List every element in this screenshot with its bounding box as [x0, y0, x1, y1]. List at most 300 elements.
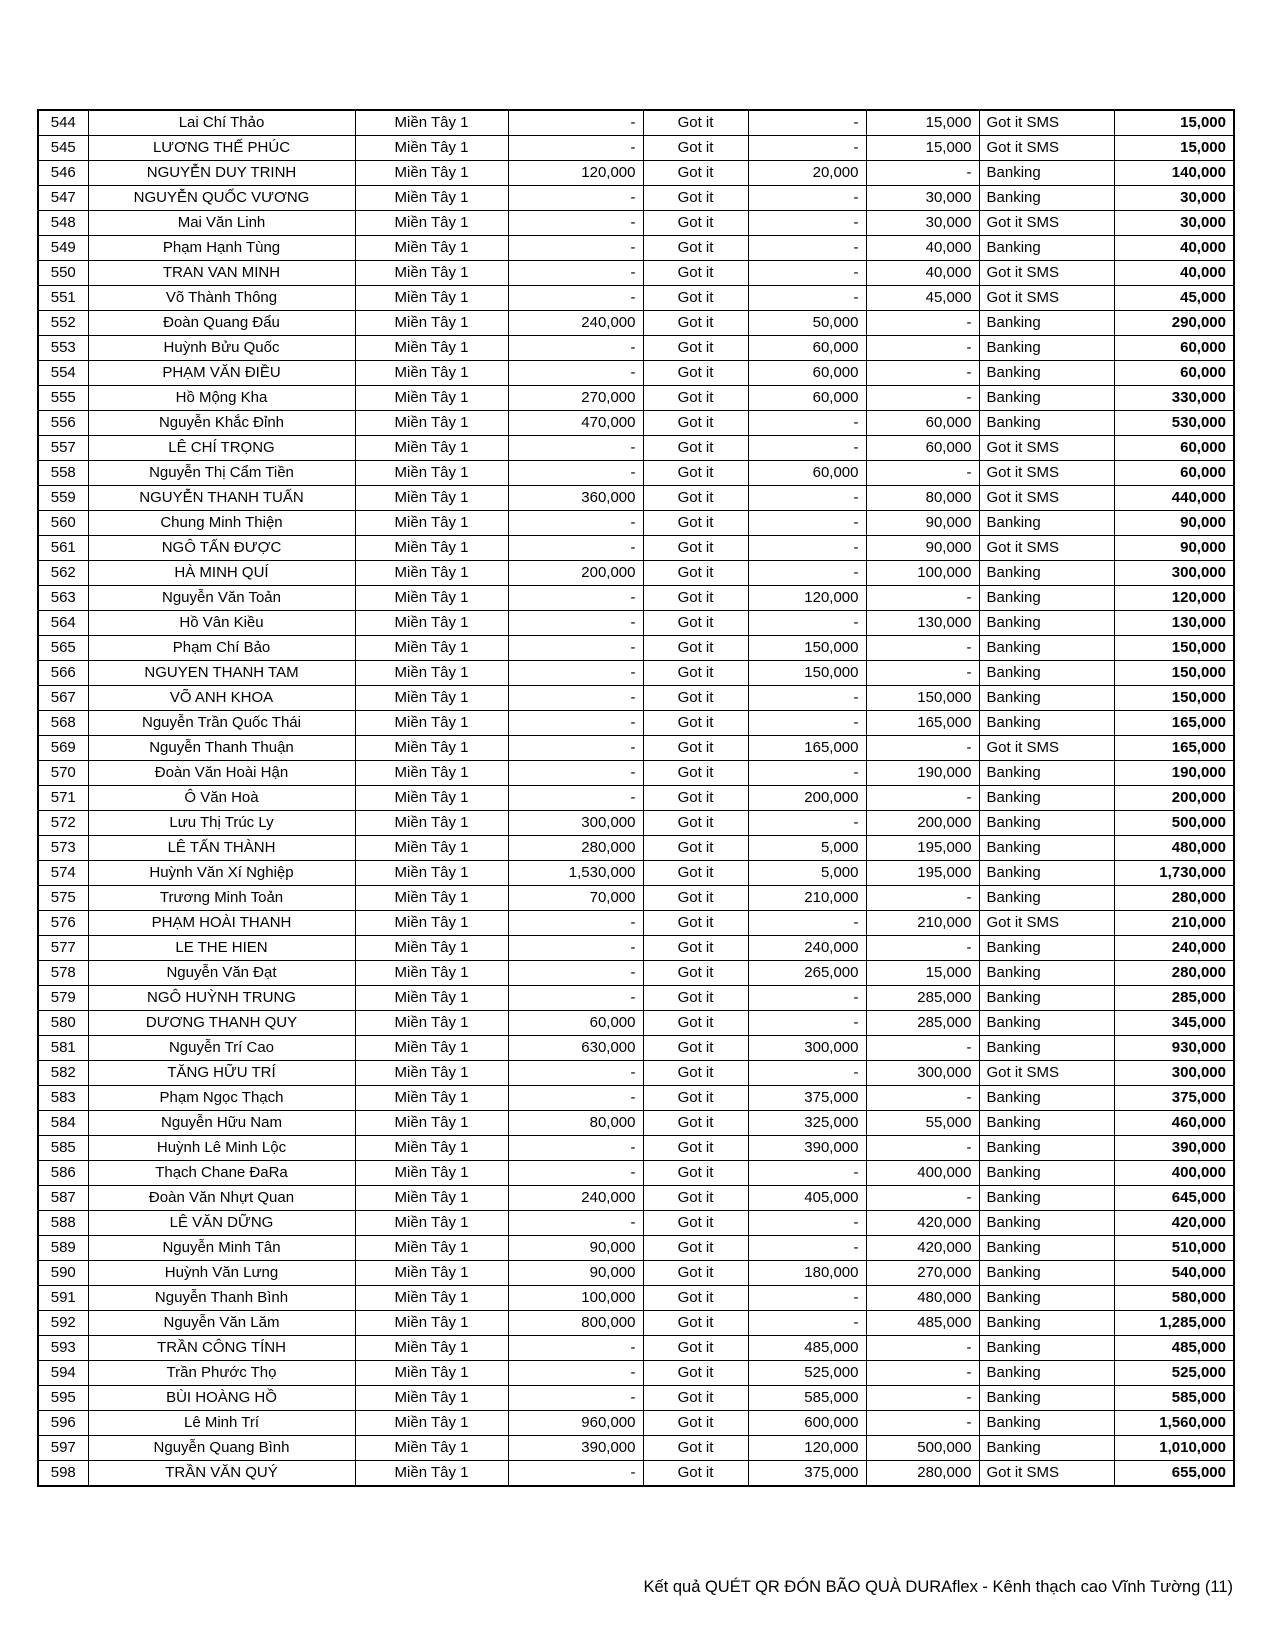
qr-amount-cell: -: [508, 186, 643, 211]
total-amount-cell: 530,000: [1114, 411, 1234, 436]
qr-amount-cell: 70,000: [508, 886, 643, 911]
qr-amount-cell: -: [508, 586, 643, 611]
bonus-amount-cell: -: [748, 286, 866, 311]
qr-amount-cell: 90,000: [508, 1261, 643, 1286]
reward-channel-cell: Banking: [979, 861, 1114, 886]
region-cell: Miền Tây 1: [355, 486, 508, 511]
total-amount-cell: 45,000: [1114, 286, 1234, 311]
table-row: [38, 786, 1234, 811]
bonus-amount-cell: -: [748, 486, 866, 511]
reward-channel-cell: Banking: [979, 1186, 1114, 1211]
reward-channel-cell: Banking: [979, 1311, 1114, 1336]
total-amount-cell: 580,000: [1114, 1286, 1234, 1311]
table-row: [38, 211, 1234, 236]
reward-channel-cell: Banking: [979, 186, 1114, 211]
region-cell: Miền Tây 1: [355, 536, 508, 561]
participant-name-cell: Huỳnh Văn Xí Nghiệp: [88, 861, 355, 886]
row-number-cell: 553: [38, 336, 88, 361]
table-row: [38, 261, 1234, 286]
reward-channel-cell: Got it SMS: [979, 286, 1114, 311]
qr-amount-cell: -: [508, 336, 643, 361]
qr-amount-cell: -: [508, 1386, 643, 1411]
row-number-cell: 552: [38, 311, 88, 336]
reward-channel-cell: Banking: [979, 686, 1114, 711]
region-cell: Miền Tây 1: [355, 1286, 508, 1311]
extra-amount-cell: 195,000: [866, 836, 979, 861]
qr-amount-cell: 390,000: [508, 1436, 643, 1461]
region-cell: Miền Tây 1: [355, 1011, 508, 1036]
extra-amount-cell: -: [866, 1086, 979, 1111]
extra-amount-cell: 195,000: [866, 861, 979, 886]
total-amount-cell: 280,000: [1114, 886, 1234, 911]
bonus-amount-cell: 240,000: [748, 936, 866, 961]
row-number-cell: 584: [38, 1111, 88, 1136]
region-cell: Miền Tây 1: [355, 436, 508, 461]
table-row: [38, 511, 1234, 536]
region-cell: Miền Tây 1: [355, 861, 508, 886]
bonus-amount-cell: -: [748, 611, 866, 636]
reward-channel-cell: Banking: [979, 961, 1114, 986]
total-amount-cell: 60,000: [1114, 336, 1234, 361]
extra-amount-cell: 60,000: [866, 436, 979, 461]
reward-channel-cell: Banking: [979, 711, 1114, 736]
region-cell: Miền Tây 1: [355, 1061, 508, 1086]
total-amount-cell: 400,000: [1114, 1161, 1234, 1186]
participant-name-cell: LÊ CHÍ TRỌNG: [88, 436, 355, 461]
status-cell: Got it: [643, 536, 748, 561]
status-cell: Got it: [643, 961, 748, 986]
row-number-cell: 560: [38, 511, 88, 536]
status-cell: Got it: [643, 211, 748, 236]
reward-channel-cell: Banking: [979, 236, 1114, 261]
reward-channel-cell: Banking: [979, 336, 1114, 361]
extra-amount-cell: -: [866, 1136, 979, 1161]
bonus-amount-cell: -: [748, 911, 866, 936]
region-cell: Miền Tây 1: [355, 361, 508, 386]
reward-channel-cell: Banking: [979, 1286, 1114, 1311]
participant-name-cell: Võ Thành Thông: [88, 286, 355, 311]
total-amount-cell: 285,000: [1114, 986, 1234, 1011]
total-amount-cell: 1,010,000: [1114, 1436, 1234, 1461]
status-cell: Got it: [643, 1111, 748, 1136]
participant-name-cell: Huỳnh Lê Minh Lộc: [88, 1136, 355, 1161]
total-amount-cell: 1,285,000: [1114, 1311, 1234, 1336]
qr-amount-cell: 240,000: [508, 1186, 643, 1211]
participant-name-cell: DƯƠNG THANH QUY: [88, 1011, 355, 1036]
table-row: [38, 486, 1234, 511]
table-row: [38, 1461, 1234, 1487]
status-cell: Got it: [643, 186, 748, 211]
total-amount-cell: 510,000: [1114, 1236, 1234, 1261]
extra-amount-cell: 150,000: [866, 686, 979, 711]
table-row: [38, 1111, 1234, 1136]
reward-channel-cell: Banking: [979, 786, 1114, 811]
total-amount-cell: 60,000: [1114, 361, 1234, 386]
region-cell: Miền Tây 1: [355, 561, 508, 586]
bonus-amount-cell: -: [748, 986, 866, 1011]
table-row: [38, 1336, 1234, 1361]
reward-channel-cell: Got it SMS: [979, 110, 1114, 136]
total-amount-cell: 190,000: [1114, 761, 1234, 786]
row-number-cell: 559: [38, 486, 88, 511]
region-cell: Miền Tây 1: [355, 1161, 508, 1186]
qr-amount-cell: 360,000: [508, 486, 643, 511]
status-cell: Got it: [643, 511, 748, 536]
total-amount-cell: 485,000: [1114, 1336, 1234, 1361]
region-cell: Miền Tây 1: [355, 1436, 508, 1461]
extra-amount-cell: 480,000: [866, 1286, 979, 1311]
row-number-cell: 572: [38, 811, 88, 836]
participant-name-cell: Huỳnh Văn Lưng: [88, 1261, 355, 1286]
qr-amount-cell: 280,000: [508, 836, 643, 861]
participant-name-cell: VÕ ANH KHOA: [88, 686, 355, 711]
bonus-amount-cell: 600,000: [748, 1411, 866, 1436]
bonus-amount-cell: -: [748, 261, 866, 286]
total-amount-cell: 165,000: [1114, 711, 1234, 736]
reward-channel-cell: Banking: [979, 361, 1114, 386]
reward-channel-cell: Banking: [979, 311, 1114, 336]
qr-amount-cell: -: [508, 1086, 643, 1111]
table-row: [38, 336, 1234, 361]
participant-name-cell: TRẦN VĂN QUÝ: [88, 1461, 355, 1487]
table-row: [38, 736, 1234, 761]
status-cell: Got it: [643, 736, 748, 761]
reward-channel-cell: Banking: [979, 1336, 1114, 1361]
status-cell: Got it: [643, 161, 748, 186]
table-row: [38, 1011, 1234, 1036]
participant-name-cell: Trương Minh Toản: [88, 886, 355, 911]
qr-amount-cell: 200,000: [508, 561, 643, 586]
status-cell: Got it: [643, 1211, 748, 1236]
bonus-amount-cell: -: [748, 561, 866, 586]
status-cell: Got it: [643, 1411, 748, 1436]
row-number-cell: 571: [38, 786, 88, 811]
table-row: [38, 586, 1234, 611]
participant-name-cell: HÀ MINH QUÍ: [88, 561, 355, 586]
total-amount-cell: 540,000: [1114, 1261, 1234, 1286]
qr-amount-cell: -: [508, 1461, 643, 1487]
qr-amount-cell: -: [508, 110, 643, 136]
bonus-amount-cell: 405,000: [748, 1186, 866, 1211]
bonus-amount-cell: -: [748, 761, 866, 786]
table-row: [38, 1236, 1234, 1261]
qr-amount-cell: 240,000: [508, 311, 643, 336]
total-amount-cell: 280,000: [1114, 961, 1234, 986]
total-amount-cell: 150,000: [1114, 636, 1234, 661]
region-cell: Miền Tây 1: [355, 1336, 508, 1361]
reward-channel-cell: Got it SMS: [979, 536, 1114, 561]
table-row: [38, 236, 1234, 261]
status-cell: Got it: [643, 786, 748, 811]
reward-channel-cell: Got it SMS: [979, 1461, 1114, 1487]
region-cell: Miền Tây 1: [355, 1186, 508, 1211]
status-cell: Got it: [643, 1386, 748, 1411]
bonus-amount-cell: 150,000: [748, 636, 866, 661]
total-amount-cell: 90,000: [1114, 536, 1234, 561]
bonus-amount-cell: 200,000: [748, 786, 866, 811]
region-cell: Miền Tây 1: [355, 1211, 508, 1236]
region-cell: Miền Tây 1: [355, 686, 508, 711]
bonus-amount-cell: -: [748, 1236, 866, 1261]
bonus-amount-cell: -: [748, 436, 866, 461]
extra-amount-cell: -: [866, 1386, 979, 1411]
participant-name-cell: Đoàn Quang Đẩu: [88, 311, 355, 336]
participant-name-cell: Lưu Thị Trúc Ly: [88, 811, 355, 836]
status-cell: Got it: [643, 311, 748, 336]
extra-amount-cell: -: [866, 1361, 979, 1386]
participant-name-cell: Trần Phước Thọ: [88, 1361, 355, 1386]
region-cell: Miền Tây 1: [355, 1261, 508, 1286]
qr-amount-cell: -: [508, 636, 643, 661]
reward-channel-cell: Got it SMS: [979, 1061, 1114, 1086]
status-cell: Got it: [643, 461, 748, 486]
row-number-cell: 549: [38, 236, 88, 261]
participant-name-cell: NGUYỄN THANH TUẤN: [88, 486, 355, 511]
qr-amount-cell: -: [508, 236, 643, 261]
region-cell: Miền Tây 1: [355, 961, 508, 986]
reward-channel-cell: Banking: [979, 511, 1114, 536]
row-number-cell: 579: [38, 986, 88, 1011]
status-cell: Got it: [643, 986, 748, 1011]
region-cell: Miền Tây 1: [355, 911, 508, 936]
participant-name-cell: NGÔ HUỲNH TRUNG: [88, 986, 355, 1011]
extra-amount-cell: 165,000: [866, 711, 979, 736]
total-amount-cell: 60,000: [1114, 436, 1234, 461]
qr-amount-cell: -: [508, 661, 643, 686]
reward-channel-cell: Banking: [979, 1136, 1114, 1161]
status-cell: Got it: [643, 1011, 748, 1036]
extra-amount-cell: 15,000: [866, 961, 979, 986]
table-row: [38, 1361, 1234, 1386]
table-row: [38, 436, 1234, 461]
status-cell: Got it: [643, 611, 748, 636]
region-cell: Miền Tây 1: [355, 286, 508, 311]
reward-channel-cell: Banking: [979, 1036, 1114, 1061]
bonus-amount-cell: -: [748, 1311, 866, 1336]
status-cell: Got it: [643, 1061, 748, 1086]
status-cell: Got it: [643, 386, 748, 411]
total-amount-cell: 130,000: [1114, 611, 1234, 636]
table-row: [38, 536, 1234, 561]
status-cell: Got it: [643, 1261, 748, 1286]
region-cell: Miền Tây 1: [355, 1461, 508, 1487]
qr-amount-cell: 1,530,000: [508, 861, 643, 886]
table-row: [38, 1186, 1234, 1211]
bonus-amount-cell: 210,000: [748, 886, 866, 911]
reward-channel-cell: Banking: [979, 1386, 1114, 1411]
status-cell: Got it: [643, 136, 748, 161]
qr-amount-cell: -: [508, 1161, 643, 1186]
qr-amount-cell: -: [508, 961, 643, 986]
reward-channel-cell: Banking: [979, 761, 1114, 786]
reward-channel-cell: Banking: [979, 811, 1114, 836]
participant-name-cell: TRẦN CÔNG TÍNH: [88, 1336, 355, 1361]
table-row: [38, 911, 1234, 936]
status-cell: Got it: [643, 486, 748, 511]
total-amount-cell: 30,000: [1114, 186, 1234, 211]
table-row: [38, 1136, 1234, 1161]
extra-amount-cell: -: [866, 311, 979, 336]
row-number-cell: 582: [38, 1061, 88, 1086]
row-number-cell: 565: [38, 636, 88, 661]
status-cell: Got it: [643, 936, 748, 961]
bonus-amount-cell: 325,000: [748, 1111, 866, 1136]
qr-amount-cell: 800,000: [508, 1311, 643, 1336]
participant-name-cell: Nguyễn Thị Cẩm Tiền: [88, 461, 355, 486]
table-row: [38, 1161, 1234, 1186]
participant-name-cell: Lai Chí Thảo: [88, 110, 355, 136]
region-cell: Miền Tây 1: [355, 661, 508, 686]
table-row: [38, 1311, 1234, 1336]
extra-amount-cell: -: [866, 586, 979, 611]
extra-amount-cell: 200,000: [866, 811, 979, 836]
participant-name-cell: Nguyễn Trần Quốc Thái: [88, 711, 355, 736]
extra-amount-cell: 285,000: [866, 1011, 979, 1036]
table-row: [38, 611, 1234, 636]
table-row: [38, 886, 1234, 911]
total-amount-cell: 60,000: [1114, 461, 1234, 486]
table-row: [38, 1386, 1234, 1411]
reward-channel-cell: Banking: [979, 1236, 1114, 1261]
participant-name-cell: Nguyễn Văn Toản: [88, 586, 355, 611]
participant-name-cell: Nguyễn Văn Lăm: [88, 1311, 355, 1336]
bonus-amount-cell: 150,000: [748, 661, 866, 686]
participant-name-cell: Nguyễn Minh Tân: [88, 1236, 355, 1261]
extra-amount-cell: -: [866, 736, 979, 761]
qr-amount-cell: 120,000: [508, 161, 643, 186]
qr-amount-cell: 80,000: [508, 1111, 643, 1136]
region-cell: Miền Tây 1: [355, 936, 508, 961]
reward-channel-cell: Got it SMS: [979, 486, 1114, 511]
participant-name-cell: NGUYEN THANH TAM: [88, 661, 355, 686]
region-cell: Miền Tây 1: [355, 1411, 508, 1436]
reward-channel-cell: Got it SMS: [979, 136, 1114, 161]
total-amount-cell: 290,000: [1114, 311, 1234, 336]
bonus-amount-cell: -: [748, 686, 866, 711]
bonus-amount-cell: -: [748, 711, 866, 736]
reward-channel-cell: Banking: [979, 1111, 1114, 1136]
region-cell: Miền Tây 1: [355, 1136, 508, 1161]
page-footer-caption: Kết quả QUÉT QR ĐÓN BÃO QUÀ DURAflex - Kênh thạch cao Vĩnh Tường (11): [643, 1578, 1233, 1596]
total-amount-cell: 15,000: [1114, 110, 1234, 136]
status-cell: Got it: [643, 1436, 748, 1461]
participant-name-cell: Huỳnh Bửu Quốc: [88, 336, 355, 361]
row-number-cell: 556: [38, 411, 88, 436]
status-cell: Got it: [643, 1161, 748, 1186]
region-cell: Miền Tây 1: [355, 311, 508, 336]
extra-amount-cell: -: [866, 936, 979, 961]
region-cell: Miền Tây 1: [355, 1036, 508, 1061]
table-row: [38, 361, 1234, 386]
reward-channel-cell: Banking: [979, 1261, 1114, 1286]
extra-amount-cell: 40,000: [866, 236, 979, 261]
participant-name-cell: Nguyễn Khắc Đỉnh: [88, 411, 355, 436]
total-amount-cell: 300,000: [1114, 561, 1234, 586]
extra-amount-cell: 280,000: [866, 1461, 979, 1487]
extra-amount-cell: -: [866, 1336, 979, 1361]
table-row: [38, 1261, 1234, 1286]
qr-amount-cell: 470,000: [508, 411, 643, 436]
total-amount-cell: 585,000: [1114, 1386, 1234, 1411]
participant-name-cell: NGUYỄN DUY TRINH: [88, 161, 355, 186]
extra-amount-cell: 15,000: [866, 110, 979, 136]
participant-name-cell: TĂNG HỮU TRÍ: [88, 1061, 355, 1086]
qr-amount-cell: -: [508, 736, 643, 761]
participant-name-cell: LE THE HIEN: [88, 936, 355, 961]
extra-amount-cell: 420,000: [866, 1236, 979, 1261]
total-amount-cell: 420,000: [1114, 1211, 1234, 1236]
reward-channel-cell: Got it SMS: [979, 911, 1114, 936]
row-number-cell: 577: [38, 936, 88, 961]
qr-amount-cell: -: [508, 286, 643, 311]
status-cell: Got it: [643, 1186, 748, 1211]
total-amount-cell: 390,000: [1114, 1136, 1234, 1161]
bonus-amount-cell: -: [748, 136, 866, 161]
qr-amount-cell: -: [508, 1211, 643, 1236]
extra-amount-cell: 90,000: [866, 536, 979, 561]
region-cell: Miền Tây 1: [355, 1361, 508, 1386]
bonus-amount-cell: 525,000: [748, 1361, 866, 1386]
status-cell: Got it: [643, 661, 748, 686]
total-amount-cell: 480,000: [1114, 836, 1234, 861]
row-number-cell: 592: [38, 1311, 88, 1336]
status-cell: Got it: [643, 586, 748, 611]
extra-amount-cell: 45,000: [866, 286, 979, 311]
extra-amount-cell: -: [866, 361, 979, 386]
qr-amount-cell: -: [508, 136, 643, 161]
region-cell: Miền Tây 1: [355, 236, 508, 261]
qr-amount-cell: -: [508, 936, 643, 961]
qr-amount-cell: -: [508, 261, 643, 286]
region-cell: Miền Tây 1: [355, 1386, 508, 1411]
qr-amount-cell: -: [508, 1336, 643, 1361]
reward-channel-cell: Got it SMS: [979, 261, 1114, 286]
row-number-cell: 563: [38, 586, 88, 611]
row-number-cell: 587: [38, 1186, 88, 1211]
results-table: [37, 109, 1235, 1487]
bonus-amount-cell: 265,000: [748, 961, 866, 986]
status-cell: Got it: [643, 811, 748, 836]
participant-name-cell: Chung Minh Thiện: [88, 511, 355, 536]
bonus-amount-cell: -: [748, 1011, 866, 1036]
total-amount-cell: 40,000: [1114, 236, 1234, 261]
row-number-cell: 596: [38, 1411, 88, 1436]
total-amount-cell: 150,000: [1114, 661, 1234, 686]
status-cell: Got it: [643, 636, 748, 661]
status-cell: Got it: [643, 261, 748, 286]
bonus-amount-cell: 165,000: [748, 736, 866, 761]
table-row: [38, 186, 1234, 211]
region-cell: Miền Tây 1: [355, 110, 508, 136]
participant-name-cell: Hồ Vân Kiều: [88, 611, 355, 636]
total-amount-cell: 140,000: [1114, 161, 1234, 186]
region-cell: Miền Tây 1: [355, 161, 508, 186]
region-cell: Miền Tây 1: [355, 711, 508, 736]
table-row: [38, 1036, 1234, 1061]
table-row: [38, 711, 1234, 736]
table-row: [38, 936, 1234, 961]
reward-channel-cell: Banking: [979, 1086, 1114, 1111]
extra-amount-cell: 130,000: [866, 611, 979, 636]
extra-amount-cell: 90,000: [866, 511, 979, 536]
bonus-amount-cell: 5,000: [748, 861, 866, 886]
status-cell: Got it: [643, 1311, 748, 1336]
region-cell: Miền Tây 1: [355, 136, 508, 161]
extra-amount-cell: 100,000: [866, 561, 979, 586]
participant-name-cell: PHẠM HOÀI THANH: [88, 911, 355, 936]
table-row: [38, 811, 1234, 836]
region-cell: Miền Tây 1: [355, 211, 508, 236]
